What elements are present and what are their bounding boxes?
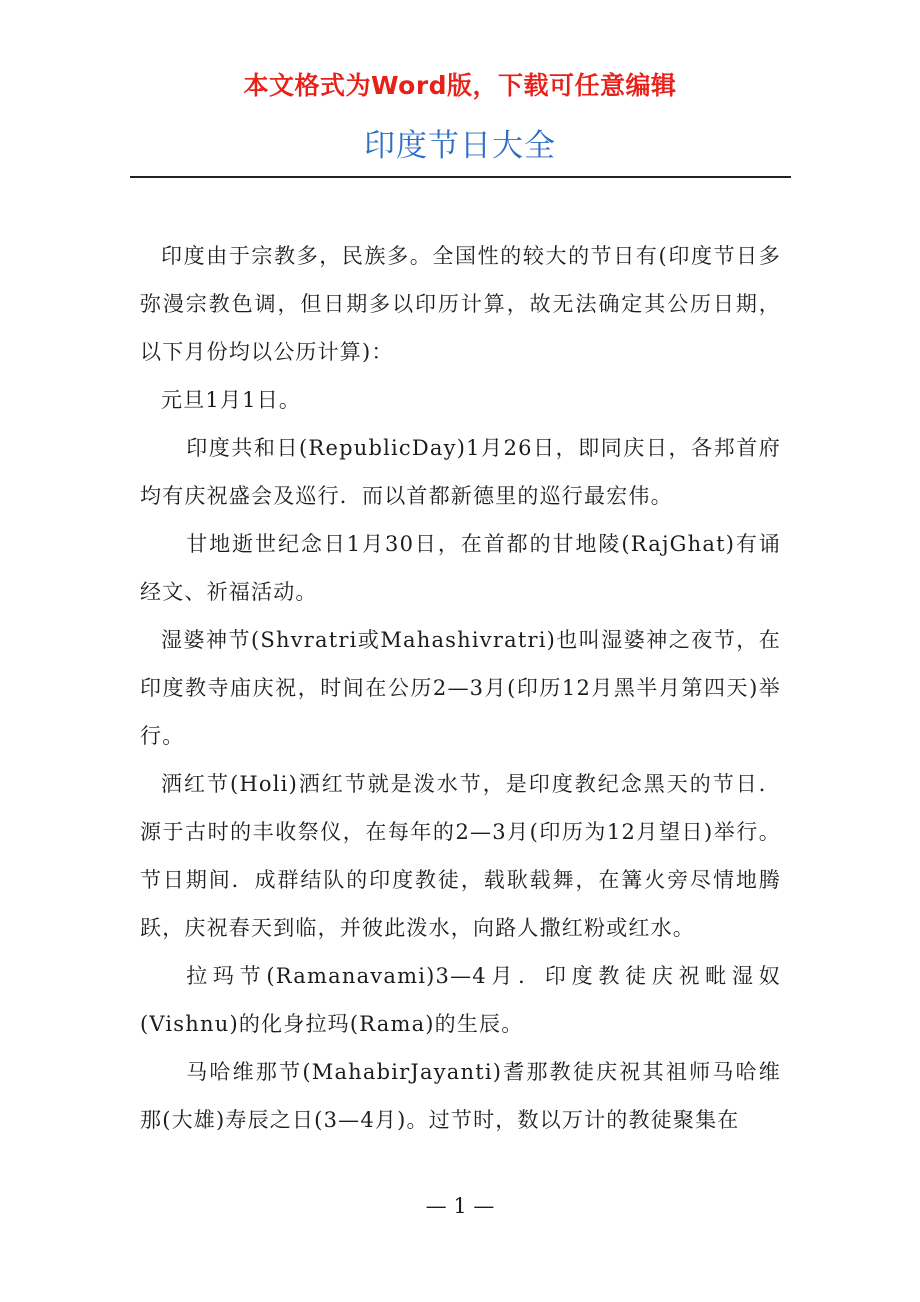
document-title: 印度节日大全 — [364, 128, 556, 164]
paragraph-republic-day: 印度共和日(RepublicDay)1月26日，即同庆日，各邦首府均有庆祝盛会及巡行．而以首都新德里的巡行最宏伟。 — [140, 436, 781, 508]
paragraph-holi: 洒红节(Holi)洒红节就是泼水节，是印度教纪念黑天的节日．源于古时的丰收祭仪，在每年的2—3月(印历为12月望日)举行。节日期间．成群结队的印度教徒，载耿载舞，在篝火旁尽情地腾跃，庆祝春天到临，并彼此泼水，向路人撒红粉或红水。 — [140, 772, 781, 940]
paragraph-new-year: 元旦1月1日。 — [161, 388, 302, 412]
page-number: — 1 — — [425, 1194, 495, 1218]
paragraph-gandhi-memorial: 甘地逝世纪念日1月30日，在首都的甘地陵(RajGhat)有诵经文、祈福活动。 — [140, 532, 781, 604]
document-body — [140, 232, 781, 1144]
paragraph-ramanavami: 拉玛节(Ramanavami)3—4月．印度教徒庆祝毗湿奴(Vishnu)的化身拉玛(Rama)的生辰。 — [140, 964, 781, 1036]
format-notice: 本文格式为Word版，下载可任意编辑 — [243, 71, 677, 100]
paragraph-shivratri: 湿婆神节(Shvratri或Mahashivratri)也叫湿婆神之夜节，在印度教寺庙庆祝，时间在公历2—3月(印历12月黑半月第四天)举行。 — [140, 628, 781, 748]
paragraph-intro: 印度由于宗教多，民族多。全国性的较大的节日有(印度节日多弥漫宗教色调，但日期多以印历计算，故无法确定其公历日期，以下月份均以公历计算)： — [140, 244, 781, 364]
paragraph-mahavir-jayanti: 马哈维那节(MahabirJayanti)耆那教徒庆祝其祖师马哈维那(大雄)寿辰之日(3—4月)。过节时，数以万计的教徒聚集在 — [140, 1060, 781, 1132]
title-divider — [130, 176, 791, 178]
